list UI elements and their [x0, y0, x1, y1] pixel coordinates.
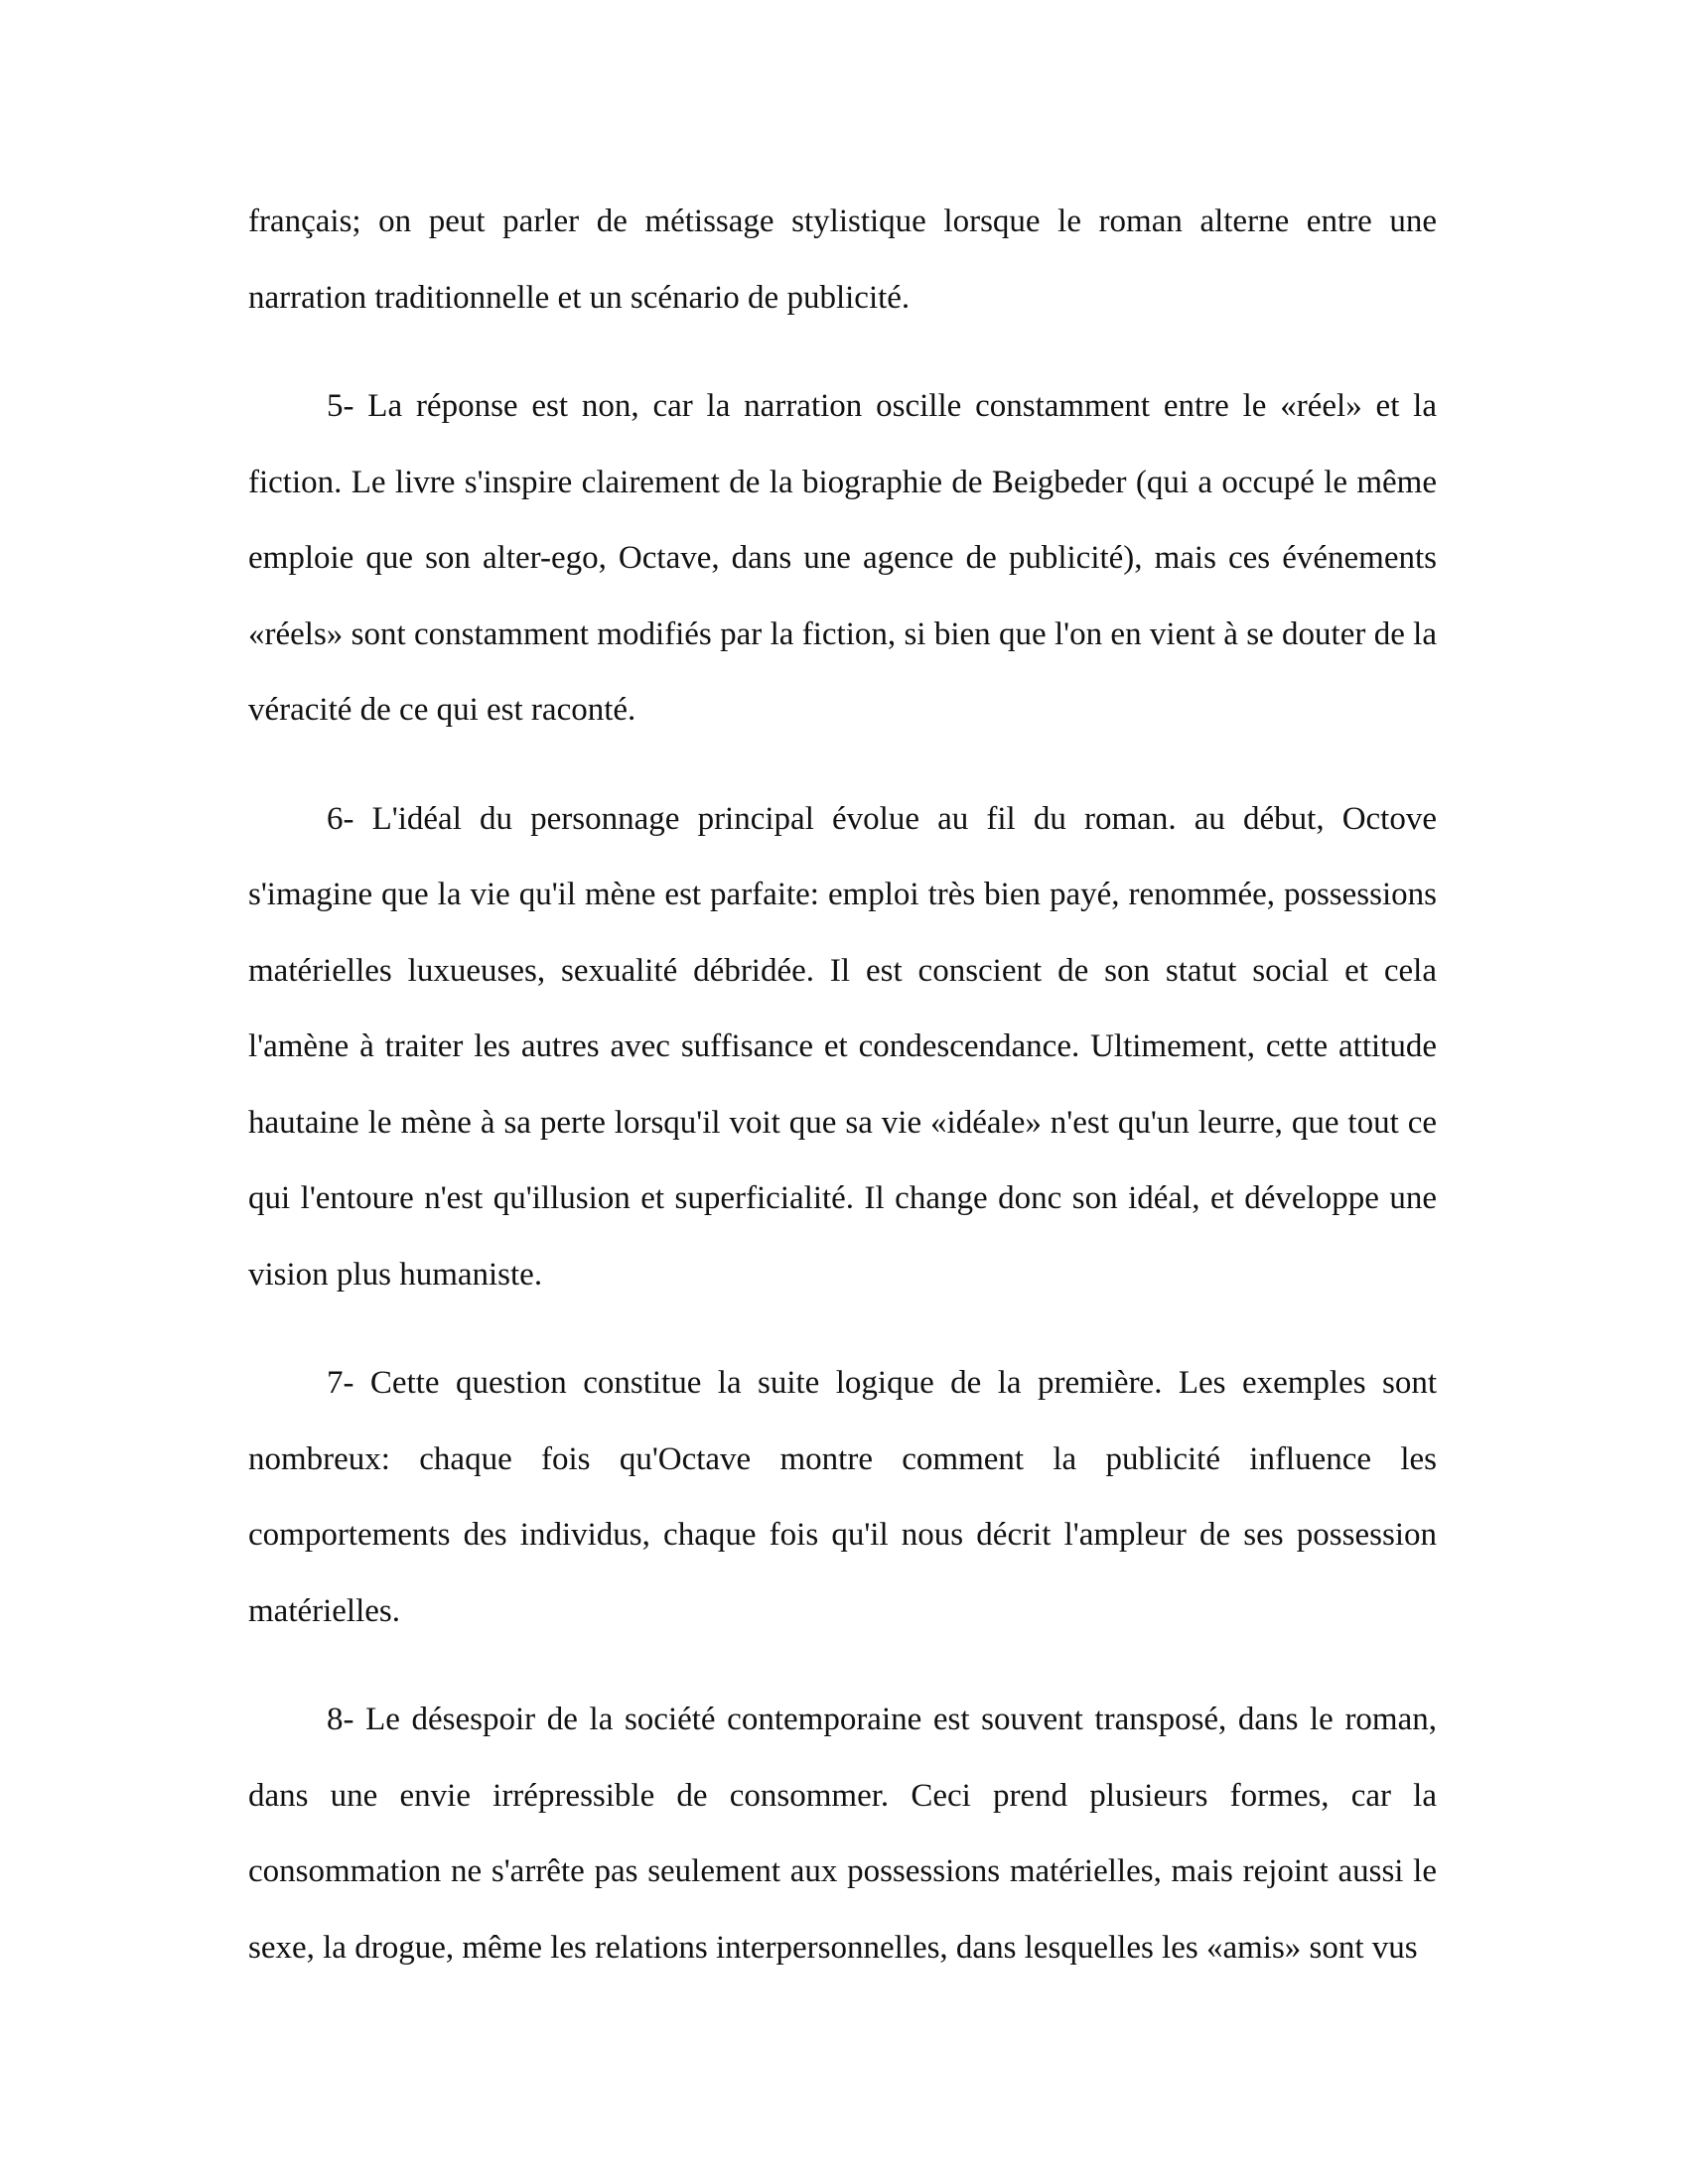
paragraph-answer-8: 8- Le désespoir de la société contemporaine est souvent transposé, dans le roman, dans une envie irrépressible de consommer. Ceci prend plusieurs formes, car la consommation ne s'arrête pas seulement aux possessions matérielles, mais rejoint aussi le sexe, la drogue, même les relations interpersonnelles, dans lesquelles les «amis» sont vus	[248, 1702, 1437, 1966]
paragraph-answer-7: 7- Cette question constitue la suite logique de la première. Les exemples sont nombreux: chaque fois qu'Octave montre comment la publicité influence les comportements des individus, chaque fois qu'il nous décrit l'ampleur de ses possession matérielles.	[248, 1365, 1437, 1629]
paragraph-answer-6: 6- L'idéal du personnage principal évolue au fil du roman. au début, Octove s'imagine que la vie qu'il mène est parfaite: emploi très bien payé, renommée, possessions matérielles luxueuses, sexualité débridée. Il est conscient de son statut social et cela l'amène à traiter les autres avec suffisance et condescendance. Ultimement, cette attitude hautaine le mène à sa perte lorsqu'il voit que sa vie «idéale» n'est qu'un leurre, que tout ce qui l'entoure n'est qu'illusion et superficialité. Il change donc son idéal, et développe une vision plus humaniste.	[248, 800, 1437, 1293]
body-text	[248, 184, 1437, 2018]
paragraph-answer-5: 5- La réponse est non, car la narration oscille constamment entre le «réel» et la fiction. Le livre s'inspire clairement de la biographie de Beigbeder (qui a occupé le même emploie que son alter-ego, Octave, dans une agence de publicité), mais ces événements «réels» sont constamment modifiés par la fiction, si bien que l'on en vient à se douter de la véracité de ce qui est raconté.	[248, 388, 1437, 728]
paragraph-continued: français; on peut parler de métissage stylistique lorsque le roman alterne entre une narration traditionnelle et un scénario de publicité.	[248, 204, 1437, 316]
